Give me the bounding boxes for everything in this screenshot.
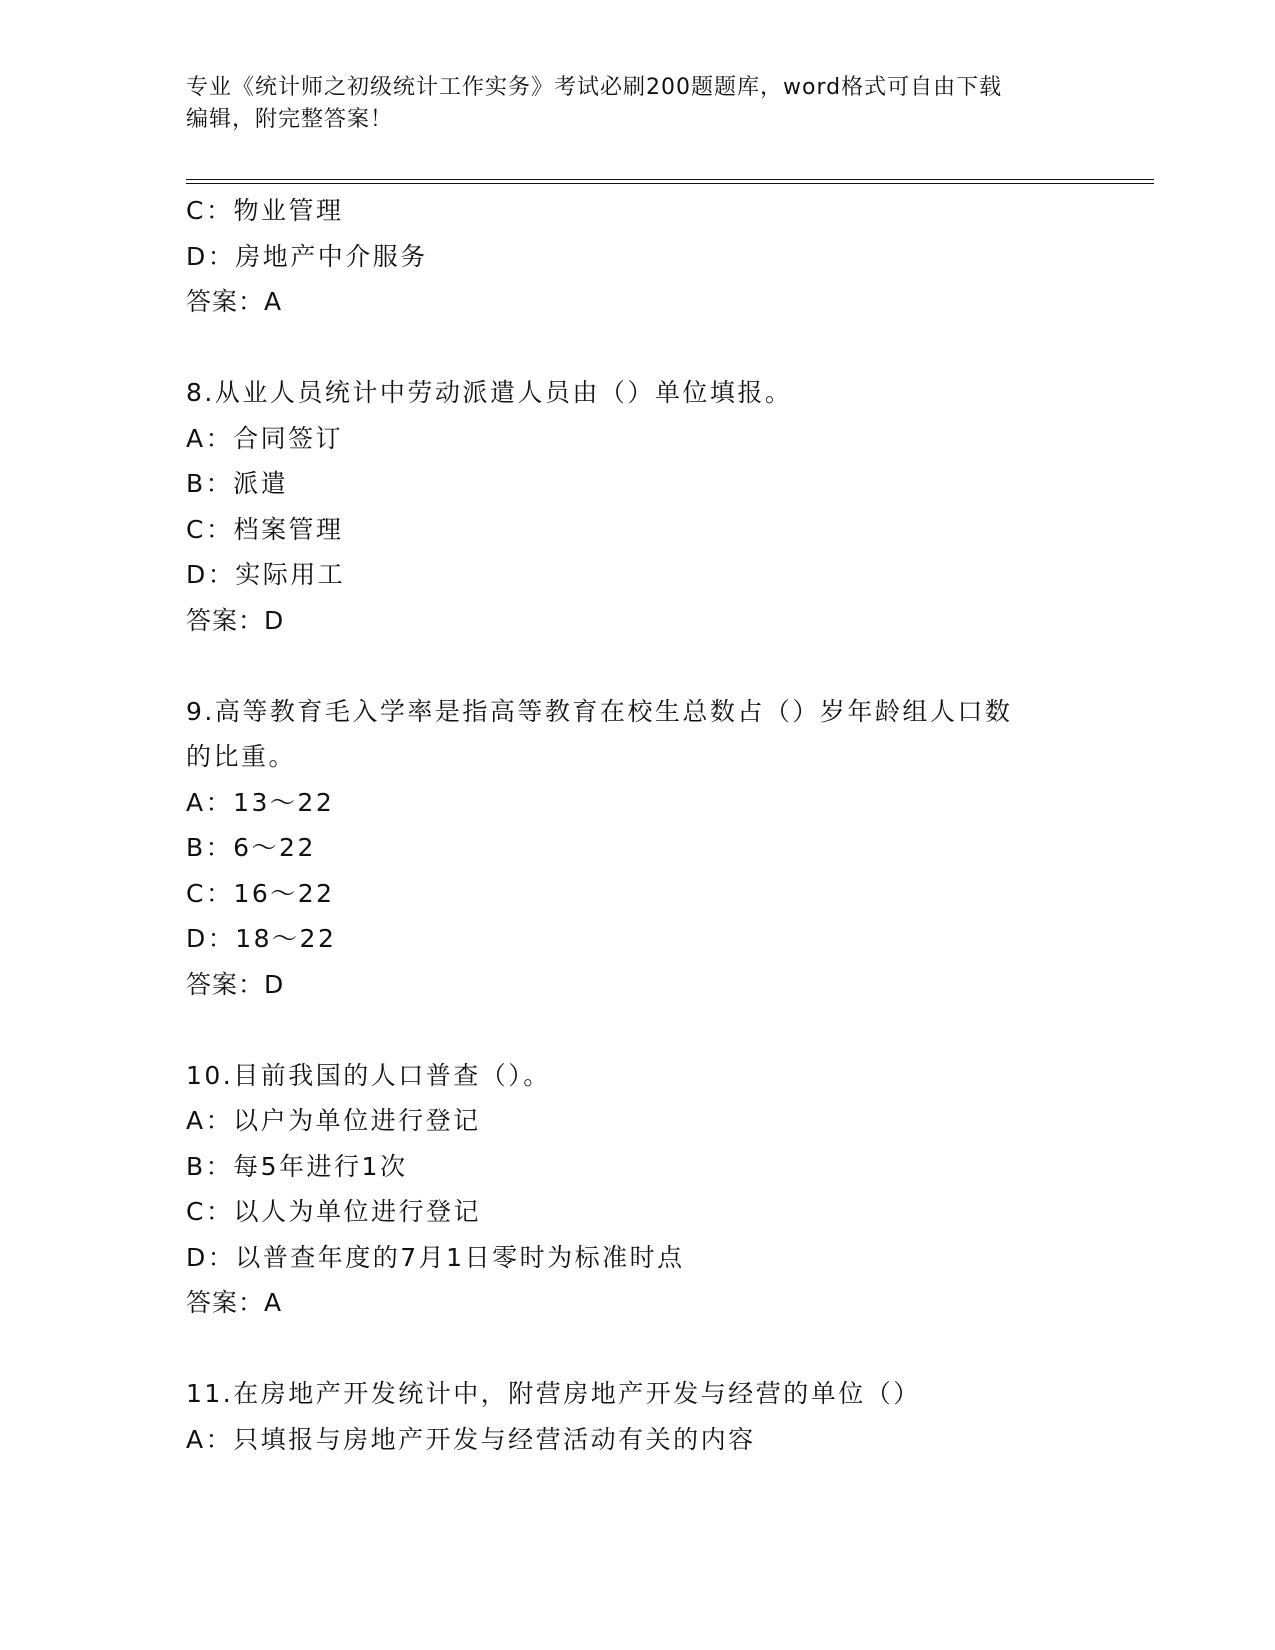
- option-a: A：13～22: [186, 787, 335, 817]
- question-list: [186, 188, 1086, 1462]
- header-divider-bottom: [186, 183, 1154, 184]
- question-block: [186, 1053, 1086, 1326]
- answer-line: 答案：D: [186, 605, 285, 635]
- page-header: [186, 72, 1066, 136]
- question-block: [186, 1371, 1086, 1462]
- question-stem: 10.目前我国的人口普查（）。: [186, 1060, 551, 1090]
- option-d: D：18～22: [186, 924, 337, 953]
- question-stem: 9.高等教育毛入学率是指高等教育在校生总数占（）岁年龄组人口数: [186, 696, 1013, 726]
- header-line-1: 专业《统计师之初级统计工作实务》考试必刷200题题库，word格式可自由下载: [186, 75, 1003, 100]
- answer-line: 答案：D: [186, 969, 285, 999]
- option-d: D：以普查年度的7月1日零时为标准时点: [186, 1242, 685, 1272]
- header-line-2: 编辑，附完整答案！: [186, 107, 394, 132]
- option-c: C：物业管理: [186, 196, 344, 225]
- question-stem: 11.在房地产开发统计中，附营房地产开发与经营的单位（）: [186, 1379, 921, 1408]
- header-divider-top: [186, 179, 1154, 180]
- option-a: A：合同签订: [186, 423, 344, 453]
- option-b: B：派遣: [186, 469, 289, 498]
- question-block: [186, 689, 1086, 1008]
- question-stem: 8.从业人员统计中劳动派遣人员由（）单位填报。: [186, 378, 793, 407]
- option-b: B：每5年进行1次: [186, 1151, 408, 1181]
- option-d: D：实际用工: [186, 560, 346, 589]
- option-c: C：以人为单位进行登记: [186, 1197, 481, 1226]
- question-block: [186, 370, 1086, 643]
- option-a: A：只填报与房地产开发与经营活动有关的内容: [186, 1424, 756, 1454]
- option-c: C：16～22: [186, 878, 335, 908]
- option-d: D：房地产中介服务: [186, 241, 428, 271]
- option-b: B：6～22: [186, 833, 316, 862]
- answer-line: 答案：A: [186, 1288, 283, 1317]
- question-stem-continued: 的比重。: [186, 742, 297, 771]
- option-a: A：以户为单位进行登记: [186, 1106, 481, 1135]
- option-c: C：档案管理: [186, 514, 344, 544]
- answer-line: 答案：A: [186, 287, 283, 316]
